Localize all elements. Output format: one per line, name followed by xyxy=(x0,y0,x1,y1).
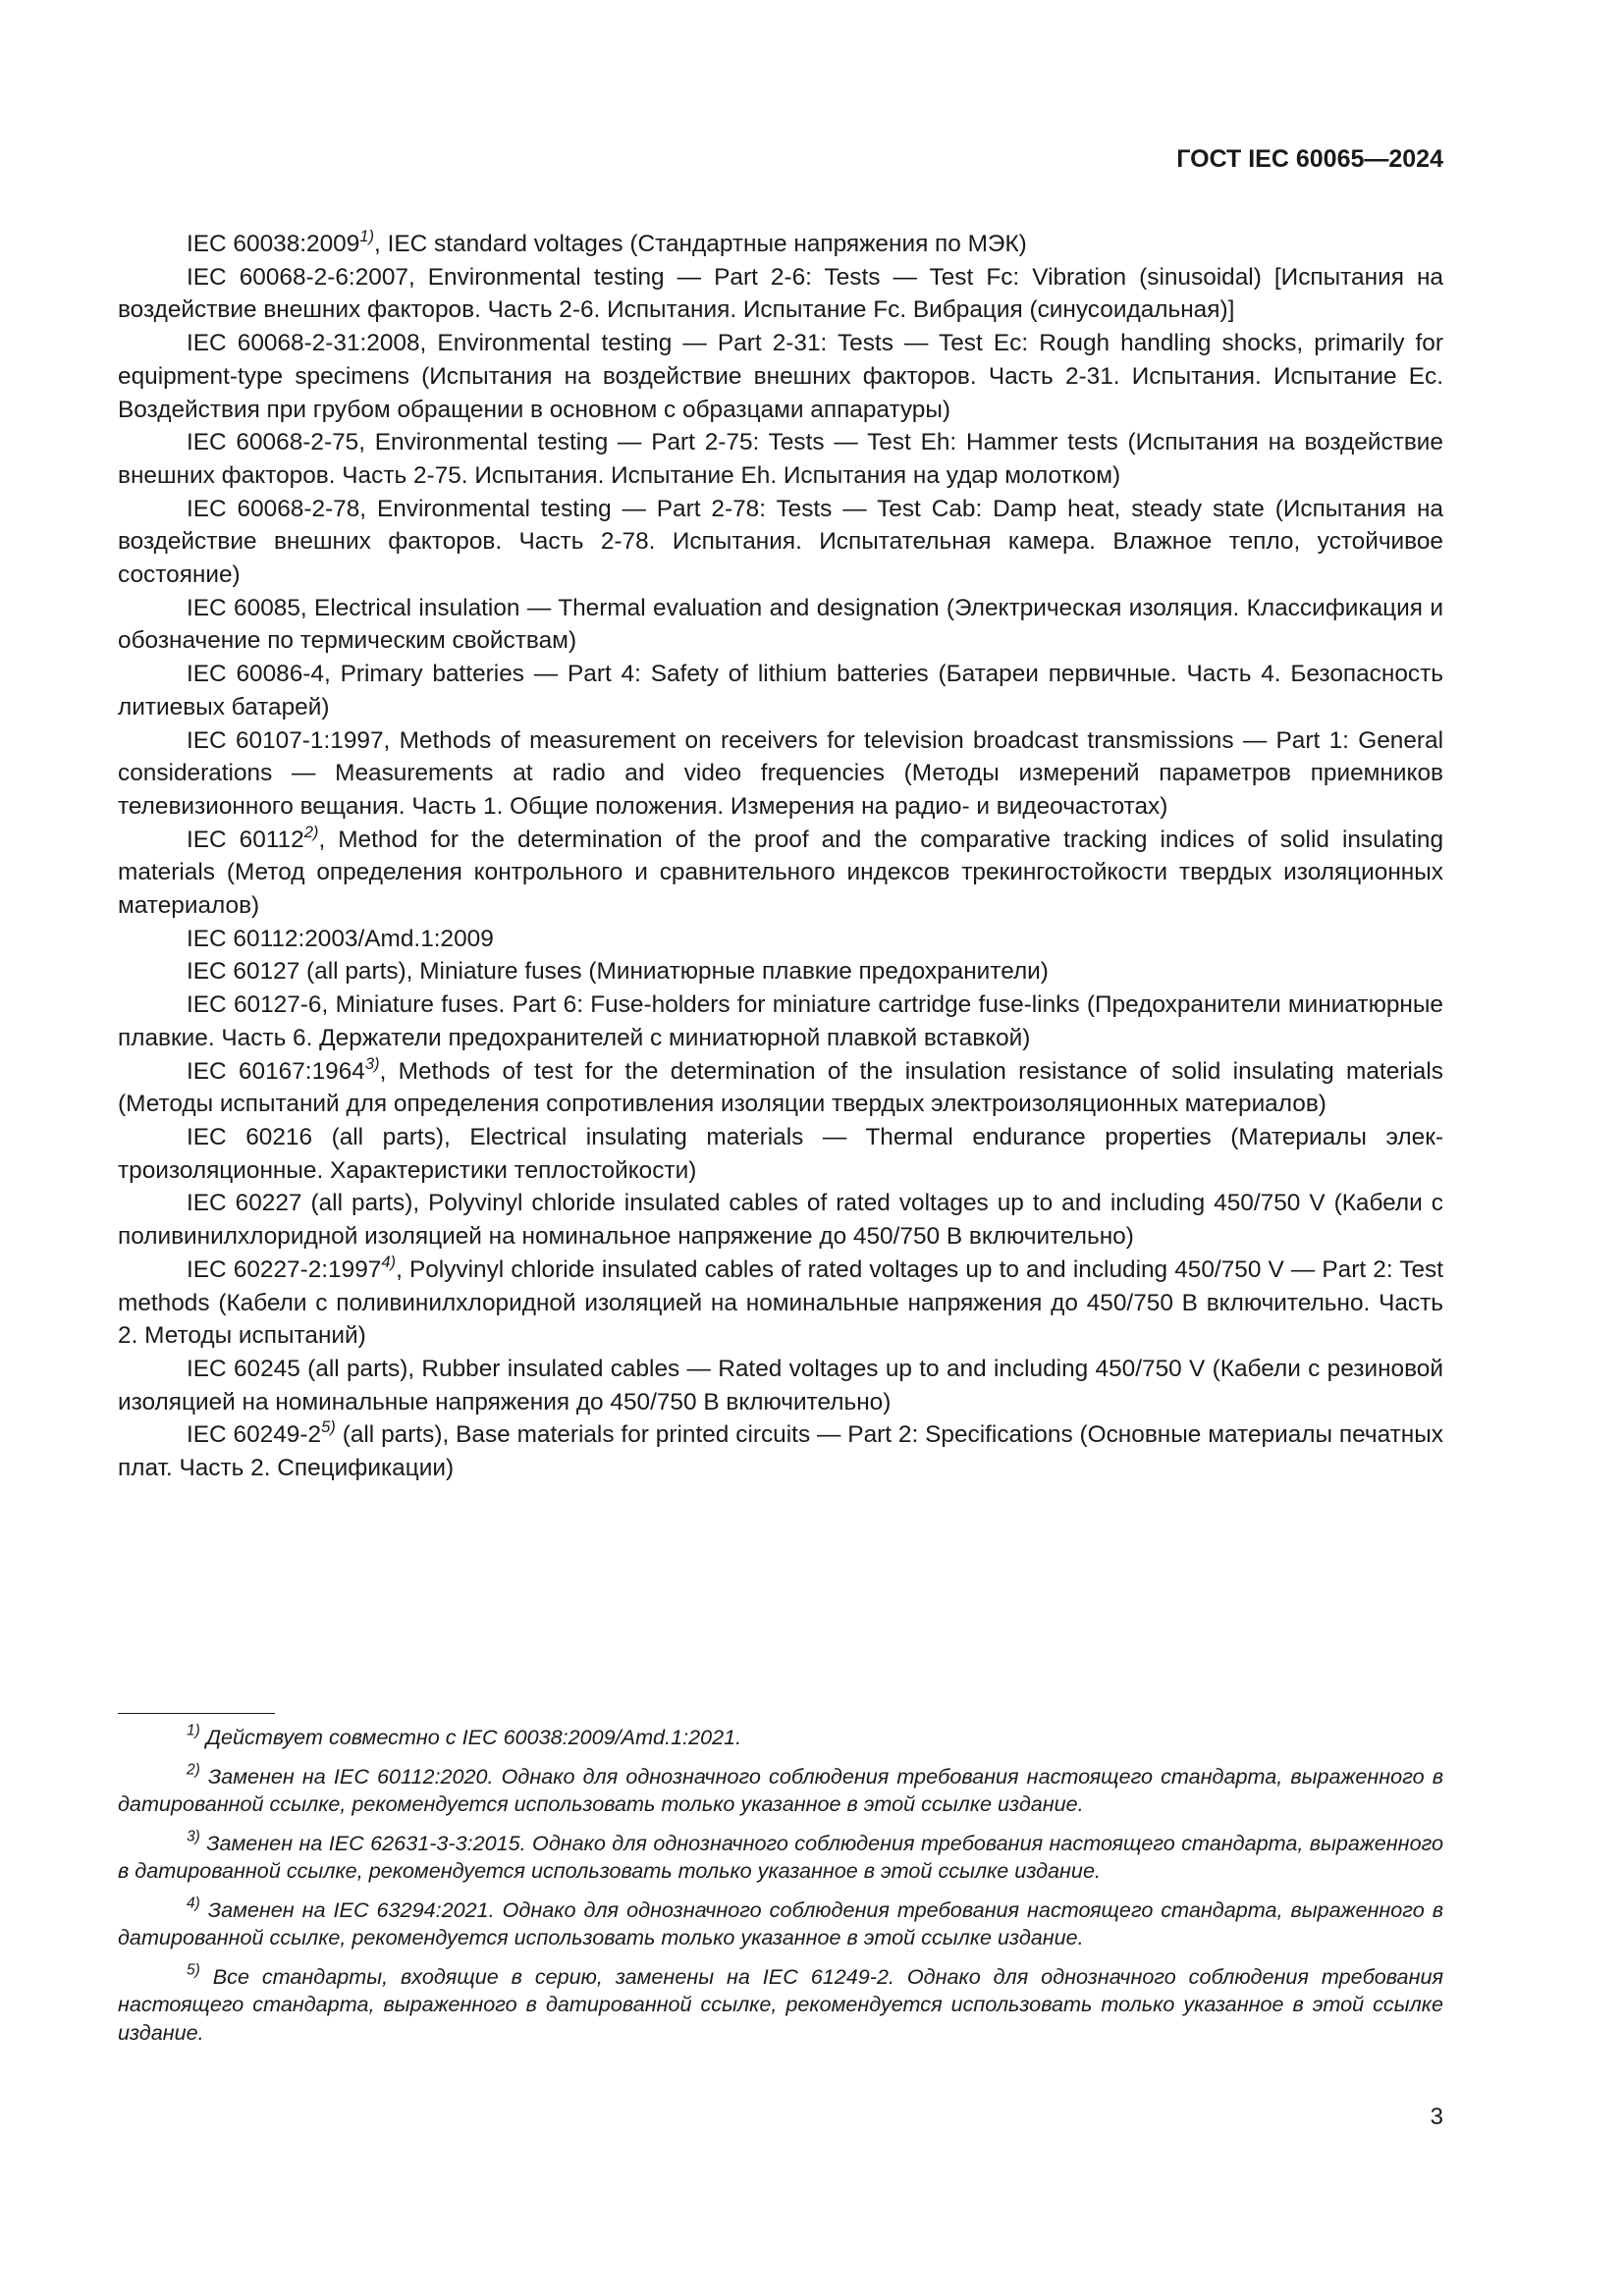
footnote-mark: 1) xyxy=(187,1722,200,1739)
footnote-mark: 3) xyxy=(364,1053,380,1073)
reference-entry: IEC 60107-1:1997, Methods of measurement on receivers for television broadcast transmissions — Part 1: General considerations — Measurements at radio and video frequencies (Методы измерений параметров приемников телевизионного вещания. Часть 1. Общие положения. Измерения на радио- и видеочастотах) xyxy=(118,726,1443,820)
footnote: $^{2)}$ Заменен на IEC 60112:2020. Однако для однозначного соблюдения требования настоящего стандарта, выраженного в датированной ссылке, рекомендуется использовать только указанное в этой ссылке издание. xyxy=(118,1761,1443,1816)
footnote-separator xyxy=(118,1713,275,1714)
reference-entry: IEC 60068-2-75, Environmental testing — Part 2-75: Tests — Test Eh: Hammer tests (Испытания на воздействие внешних факторов. Часть 2-75. Испытания. Испытание Eh. Испытания на удар молотком) xyxy=(118,429,1443,489)
reference-entry: IEC 60227-2:1997$^{4)}$, Polyvinyl chloride insulated cables of rated voltages up to and including 450/750 V — Part 2: Test methods (Кабели с поливинилхлоридной изоляцией на номинальные напряжения до 450/750 В включительно. Часть 2. Методы испытаний) xyxy=(118,1252,1444,1350)
footnote: $^{5)}$ Все стандарты, входящие в серию, заменены на IEC 61249-2. Однако для однозначного соблюдения требования настоящего стандарта, выраженного в датированной ссылке, рекомендуется использовать только указанное в этой ссылке издание. xyxy=(118,1961,1443,2045)
footnote-mark: 5) xyxy=(321,1417,336,1437)
footnote-mark: 4) xyxy=(381,1252,397,1271)
page-number: 3 xyxy=(1430,2104,1443,2130)
footnote: $^{4)}$ Заменен на IEC 63294:2021. Однако для однозначного соблюдения требования настоящего стандарта, выраженного в датированной ссылке, рекомендуется использовать только указанное в этой ссылке издание. xyxy=(118,1895,1443,1949)
reference-entry: IEC 60112:2003/Amd.1:2009 xyxy=(187,925,494,952)
footnote-mark: 4) xyxy=(187,1895,200,1912)
footnote: $^{1)}$ Действует совместно с IEC 60038:2009/Amd.1:2021. xyxy=(187,1722,742,1749)
reference-entry: IEC 60068-2-31:2008, Environmental testing — Part 2-31: Tests — Test Ec: Rough handling shocks, primarily for equipment-type specimens (Испытания на воздействие внешних факторов. Часть 2-31. Испытания. Испытание Ec. Воздействия при грубом обращении в основном с образцами аппаратуры) xyxy=(118,330,1443,423)
footnote: $^{3)}$ Заменен на IEC 62631-3-3:2015. Однако для однозначного соблюдения требования настоящего стандарта, выраженного в датированной ссылке, рекомендуется использовать только указанное в этой ссылке издание. xyxy=(118,1828,1443,1883)
footnote-mark: 1) xyxy=(359,227,375,246)
normative-references-list xyxy=(118,228,1443,1485)
reference-entry: IEC 60127 (all parts), Miniature fuses (Миниатюрные плавкие предохранители) xyxy=(187,958,1049,986)
reference-entry: IEC 60085, Electrical insulation — Thermal evaluation and designation (Электрическая изоляция. Классификация и обозначение по термическим свойствам) xyxy=(118,594,1443,655)
reference-entry: IEC 60068-2-6:2007, Environmental testing — Part 2-6: Tests — Test Fc: Vibration (sinusoidal) [Испытания на воздействие внешних факторов. Часть 2-6. Испытания. Испытание Fc. Вибрация (синусоидальная)] xyxy=(118,263,1443,324)
footnotes-section xyxy=(118,1724,1443,2057)
reference-entry: IEC 60227 (all parts), Polyvinyl chloride insulated cables of rated voltages up to and including 450/750 V (Кабели с поливинилхлоридной изоляцией на номинальное напряжение до 450/750 В включительно) xyxy=(118,1190,1443,1251)
reference-entry: IEC 60038:2009$^{1)}$, IEC standard voltages (Стандартные напряжения по МЭК) xyxy=(187,227,1027,257)
reference-entry: IEC 60068-2-78, Environmental testing — Part 2-78: Tests — Test Cab: Damp heat, steady state (Испытания на воздействие внешних факторов. Часть 2-78. Испытания. Испытательная камера. Влажное тепло, устойчивое состояние) xyxy=(118,495,1443,589)
footnote-mark: 3) xyxy=(187,1828,200,1845)
footnote-mark: 5) xyxy=(187,1961,200,1979)
reference-entry: IEC 60127-6, Miniature fuses. Part 6: Fuse-holders for miniature cartridge fuse-links (Предохранители миниатюрные плавкие. Часть 6. Держатели предохранителей с миниатюрной плавкой вставкой) xyxy=(118,991,1443,1051)
reference-entry: IEC 60245 (all parts), Rubber insulated cables — Rated voltages up to and including 450/750 V (Кабели с резиновой изоляцией на номинальные напряжения до 450/750 В включительно) xyxy=(118,1355,1443,1415)
reference-entry: IEC 60249-2$^{5)}$ (all parts), Base materials for printed circuits — Part 2: Specifications (Основные материалы печатных плат. Часть 2. Спецификации) xyxy=(118,1417,1443,1482)
document-code-header: ГОСТ IEC 60065—2024 xyxy=(1176,145,1443,173)
reference-entry: IEC 60112$^{2)}$, Method for the determination of the proof and the comparative tracking indices of solid insulating materials (Метод определения контрольного и сравнительного индексов трекингостойкости твердых изоляционных материалов) xyxy=(118,822,1444,920)
footnote-mark: 2) xyxy=(303,822,319,841)
reference-entry: IEC 60086-4, Primary batteries — Part 4: Safety of lithium batteries (Батареи первичные. Часть 4. Безопасность литиевых батарей) xyxy=(118,661,1443,721)
reference-entry: IEC 60167:1964$^{3)}$, Methods of test for the determination of the insulation resistance of solid insulating materials (Методы испытаний для определения сопротивления изоляции твердых электроизоляционных материалов) xyxy=(118,1053,1443,1118)
reference-entry: IEC 60216 (all parts), Electrical insulating materials — Thermal endurance properties (Материалы электроизоляционные. Характеристики теплостойкости) xyxy=(118,1123,1443,1184)
footnote-mark: 2) xyxy=(187,1761,200,1779)
